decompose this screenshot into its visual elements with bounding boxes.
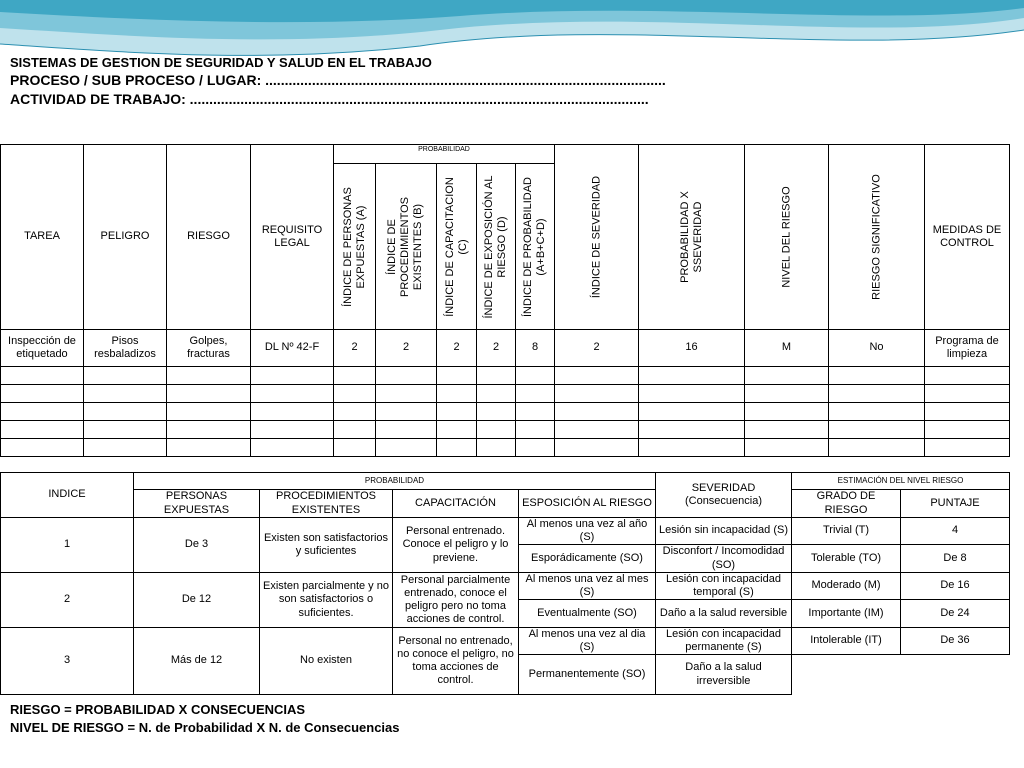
cell-indice-severidad: 2 [554,329,639,367]
header-requisito-legal: REQUISITO LEGAL [250,144,334,330]
cell-indice-a: 2 [333,329,376,367]
formula-riesgo: RIESGO = PROBABILIDAD X CONSECUENCIAS [10,702,306,717]
ref-row-2-grado-a: Moderado (M) [791,572,901,600]
cell-nivel: M [744,329,829,367]
ref-header-capacitacion: CAPACITACIÓN [392,489,519,518]
header-tarea: TAREA [0,144,84,330]
process-line: PROCESO / SUB PROCESO / LUGAR: ....................................................................................................... [10,72,666,88]
cell-indice-probabilidad: 8 [515,329,555,367]
ref-header-indice: INDICE [0,472,134,518]
ref-row-3-grado-a: Intolerable (IT) [791,627,901,655]
ref-header-puntaje: PUNTAJE [900,489,1010,518]
activity-line: ACTIVIDAD DE TRABAJO: ...................................................................................................................... [10,91,649,107]
system-title: SISTEMAS DE GESTION DE SEGURIDAD Y SALUD EN EL TRABAJO [10,55,432,70]
header-medidas-control: MEDIDAS DE CONTROL [924,144,1010,330]
ref-row-1-capacitacion: Personal entrenado. Conoce el peligro y lo previene. [392,517,519,573]
ref-row-2-exposicion-a: Al menos una vez al mes (S) [518,572,656,600]
cell-indice-b: 2 [375,329,437,367]
ref-row-1-grado-a: Trivial (T) [791,517,901,545]
header-indice-c: ÍNDICE DE CAPACITACION (C) [436,163,477,330]
ref-row-3-puntaje-a: De 36 [900,627,1010,655]
ref-header-grado: GRADO DE RIESGO [791,489,901,518]
ref-row-1-personas: De 3 [133,517,260,573]
ref-row-1-exposicion-b: Esporádicamente (SO) [518,544,656,573]
header-indice-d: ÍNDICE DE EXPOSICIÓN AL RIESGO (D) [476,163,516,330]
ref-row-1-severidad-b: Disconfort / Incomodidad (SO) [655,544,792,573]
ref-row-1-index: 1 [0,517,134,573]
cell-significativo: No [828,329,925,367]
header-probabilidad-x-severidad: PROBABILIDAD X SSEVERIDAD [638,144,745,330]
cell-requisito: DL Nº 42-F [250,329,334,367]
ref-header-procedimientos: PROCEDIMIENTOS EXISTENTES [259,489,393,518]
ref-row-1-exposicion-a: Al menos una vez al año (S) [518,517,656,545]
cell-riesgo: Golpes, fracturas [166,329,251,367]
cell-peligro: Pisos resbaladizos [83,329,167,367]
header-indice-b: ÍNDICE DE PROCEDIMIENTOS EXISTENTES (B) [375,163,437,330]
ref-header-exposicion: ESPOSICIÓN AL RIESGO [518,489,656,518]
ref-row-1-severidad-a: Lesión sin incapacidad (S) [655,517,792,545]
ref-row-2-grado-b: Importante (IM) [791,599,901,628]
ref-row-1-procedimientos: Existen son satisfactorios y suficientes [259,517,393,573]
ref-row-2-capacitacion: Personal parcialmente entrenado, conoce el peligro pero no toma acciones de control. [392,572,519,628]
ref-row-3-severidad-b: Daño a la salud irreversible [655,654,792,695]
header-indice-probabilidad: ÍNDICE DE PROBABILIDAD (A+B+C+D) [515,163,555,330]
header-indice-a: ÍNDICE DE PERSONAS EXPUESTAS (A) [333,163,376,330]
empty-rows-grid [0,366,1011,458]
ref-row-3-exposicion-b: Permanentemente (SO) [518,654,656,695]
ref-row-2-severidad-a: Lesión con incapacidad temporal (S) [655,572,792,600]
cell-indice-d: 2 [476,329,516,367]
ref-row-1-puntaje-b: De 8 [900,544,1010,573]
ref-row-3-capacitacion: Personal no entrenado, no conoce el peligro, no toma acciones de control. [392,627,519,695]
cell-prob-x-sev: 16 [638,329,745,367]
ref-row-3-exposicion-a: Al menos una vez al dia (S) [518,627,656,655]
header-indice-severidad: ÍNDICE DE SEVERIDAD [554,144,639,330]
ref-row-2-exposicion-b: Eventualmente (SO) [518,599,656,628]
ref-row-2-severidad-b: Daño a la salud reversible [655,599,792,628]
ref-row-3-personas: Más de 12 [133,627,260,695]
cell-indice-c: 2 [436,329,477,367]
ref-header-estimacion: ESTIMACIÓN DEL NIVEL RIESGO [791,472,1010,490]
header-nivel-riesgo: NIVEL DEL RIESGO [744,144,829,330]
header-probabilidad: PROBABILIDAD [333,144,555,164]
ref-header-personas: PERSONAS EXPUESTAS [133,489,260,518]
ref-row-2-puntaje-b: De 24 [900,599,1010,628]
ref-row-2-procedimientos: Existen parcialmente y no son satisfactorios o suficientes. [259,572,393,628]
formula-nivel-riesgo: NIVEL DE RIESGO = N. de Probabilidad X N. de Consecuencias [10,720,400,735]
ref-row-3-index: 3 [0,627,134,695]
ref-header-probabilidad: PROBABILIDAD [133,472,656,490]
ref-header-severidad: SEVERIDAD (Consecuencia) [655,472,792,518]
header-riesgo-significativo: RIESGO SIGNIFICATIVO [828,144,925,330]
cell-medidas: Programa de limpieza [924,329,1010,367]
cell-tarea: Inspección de etiquetado [0,329,84,367]
ref-row-2-index: 2 [0,572,134,628]
ref-row-2-puntaje-a: De 16 [900,572,1010,600]
ref-row-3-procedimientos: No existen [259,627,393,695]
ref-row-3-severidad-a: Lesión con incapacidad permanente (S) [655,627,792,655]
header-peligro: PELIGRO [83,144,167,330]
ref-row-2-personas: De 12 [133,572,260,628]
ref-row-1-puntaje-a: 4 [900,517,1010,545]
ref-row-1-grado-b: Tolerable (TO) [791,544,901,573]
header-riesgo: RIESGO [166,144,251,330]
